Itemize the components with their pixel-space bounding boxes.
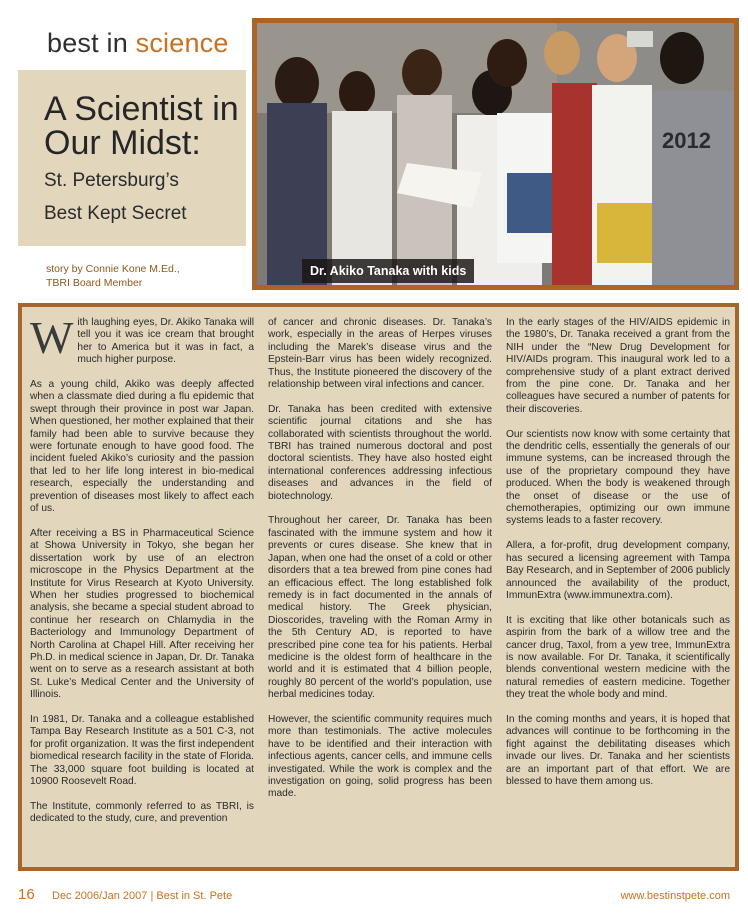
paragraph: In 1981, Dr. Tanaka and a colleague established Tampa Bay Research Institute as a 501 C-3, not for profit organization. It was the first independent biomedical research facility in the state of Florida. The 33,000 square foot building is located at 10900 Roosevelt Road. [30,713,254,787]
paragraph: of cancer and chronic diseases. Dr. Tanaka’s work, especially in the areas of Herpes viruses including the Marek’s disease virus and the Epstein-Barr virus has been widely recognized. Thus, the Institute pioneered the discovery of the relationship between viral infections and cancer. [268,317,492,391]
photo-illustration [257,23,734,285]
paragraph: In the coming months and years, it is hoped that advances will continue to be forthcoming in the fight against the debilitating diseases which invade our lives. Dr. Tanaka and her scientists are an important part of that effort. We are blessed to have them among us. [506,713,730,787]
page-number: 16 [18,886,35,903]
section-kicker [47,28,229,59]
paragraph: Dr. Tanaka has been credited with extensive scientific journal citations and she has collaborated with scientists throughout the world. TBRI has trained numerous doctoral and post doctoral scientists. They have also hosted eight international conferences addressing infectious diseases and advances in the field of biotechnology. [268,403,492,502]
kicker-plain: best in [47,28,128,58]
shirt-text: 2012 [662,128,711,153]
article-column-3 [506,317,730,801]
byline-role: TBRI Board Member [46,277,143,289]
dropcap: W [30,312,74,363]
paragraph [30,312,254,367]
paragraph-text: ith laughing eyes, Dr. Akiko Tanaka will tell you it was ice cream that brought her to America but it was in fact, a much higher purpose. [77,317,254,366]
website-link[interactable]: www.bestinstpete.com [620,890,730,902]
article-column-1 [30,312,254,838]
paragraph: The Institute, commonly referred to as TBRI, is dedicated to the study, cure, and prevention [30,800,254,825]
photo [257,23,734,285]
title-box [18,70,246,246]
article-body [22,307,735,867]
byline-author: story by Connie Kone M.Ed., [46,263,180,275]
subtitle-line-1: St. Petersburg’s [44,170,179,191]
subtitle-line-2: Best Kept Secret [44,203,187,224]
article-subtitle [44,164,244,230]
byline [46,262,180,290]
paragraph: It is exciting that like other botanicals such as aspirin from the bark of a willow tree and the cancer drug, Taxol, from a yew tree, ImmunExtra is now available. For Dr. Tanaka, it scientifically blends conventional western medicine with the natural remedies of eastern medicine. Together they treat the whole body and mind. [506,614,730,701]
paragraph: After receiving a BS in Pharmaceutical Science at Showa University in Tokyo, she began her dissertation work by use of an electron microscope in the Physics Department at the Institute for Virus Research at Kyoto University. When her studies progressed to biochemical analysis, she became a special student abroad to continue her research on Chlamydia in the Bacteriology and Immunology Department of North Carolina at Chapel Hill. After receiving her Ph.D. in medical science in Japan, Dr. Dr. Tanaka went on to serve as a research assistant at both St. Luke’s Medical Center and the University of Illinois. [30,527,254,701]
paragraph: Our scientists now know with some certainty that the dendritic cells, essentially the generals of our immune systems, can be increased through the use of the proprietary compound they have produced. When the body is weakened through the onset of disease or the use of chemotherapies, optimizing our own immune systems leads to a faster recovery. [506,428,730,527]
photo-caption: Dr. Akiko Tanaka with kids [302,259,474,283]
kicker-accent: science [135,28,229,58]
paragraph: In the early stages of the HIV/AIDS epidemic in the 1980’s, Dr. Tanaka received a grant from the NIH under the “New Drug Development for HIV/AIDs program. This inaugural work led to a comprehensive study of a plant extract derived from the pine cone. Dr. Tanaka and her colleagues have secured a number of patents for their discoveries. [506,317,730,415]
paragraph: Throughout her career, Dr. Tanaka has been fascinated with the immune system and how it prevents or cures disease. She knew that in Japan, when one had the onset of a cold or other disorders that a tea brewed from pine cones had an efficacious effect. The long established folk remedy is in fact documented in the annals of medical history. The Greek physician, Dioscorides, traveling with the Roman Army in the 5th Century AD, is reported to have prescribed pine cone tea for his patients. Herbal medicine is the oldest form of healthcare in the world and it is estimated that 4 billion people, roughly 80 percent of the world’s population, use herbal medicines today. [268,515,492,701]
article-column-2 [268,317,492,813]
article-title: A Scientist in Our Midst: [44,90,239,162]
issue-label: Dec 2006/Jan 2007 | Best in St. Pete [52,890,233,902]
paragraph: However, the scientific community requires much more than testimonials. The active molecules have to be identified and their interaction with infectious agents, cancer cells, and immune cells investigated. While the work is complex and the investigation on going, solid progress has been made. [268,713,492,800]
paragraph: As a young child, Akiko was deeply affected when a classmate died during a flu epidemic that swept through their province in post war Japan. When questioned, her mother explained that their family had been able to survive because they were fortunate enough to have good food. The incident fueled Akiko’s curiosity and the passion that led to her life long interest in bio-medical research, especially the understanding and prevention of diseases most likely to affect each of us. [30,379,254,515]
article-frame [18,303,739,871]
photo-frame [252,18,739,290]
paragraph: Allera, a for-profit, drug development company, has secured a licensing agreement with Tampa Bay Research, and in September of 2006 publicly announced the availability of the product, ImmunExtra (www.immunextra.com). [506,540,730,601]
